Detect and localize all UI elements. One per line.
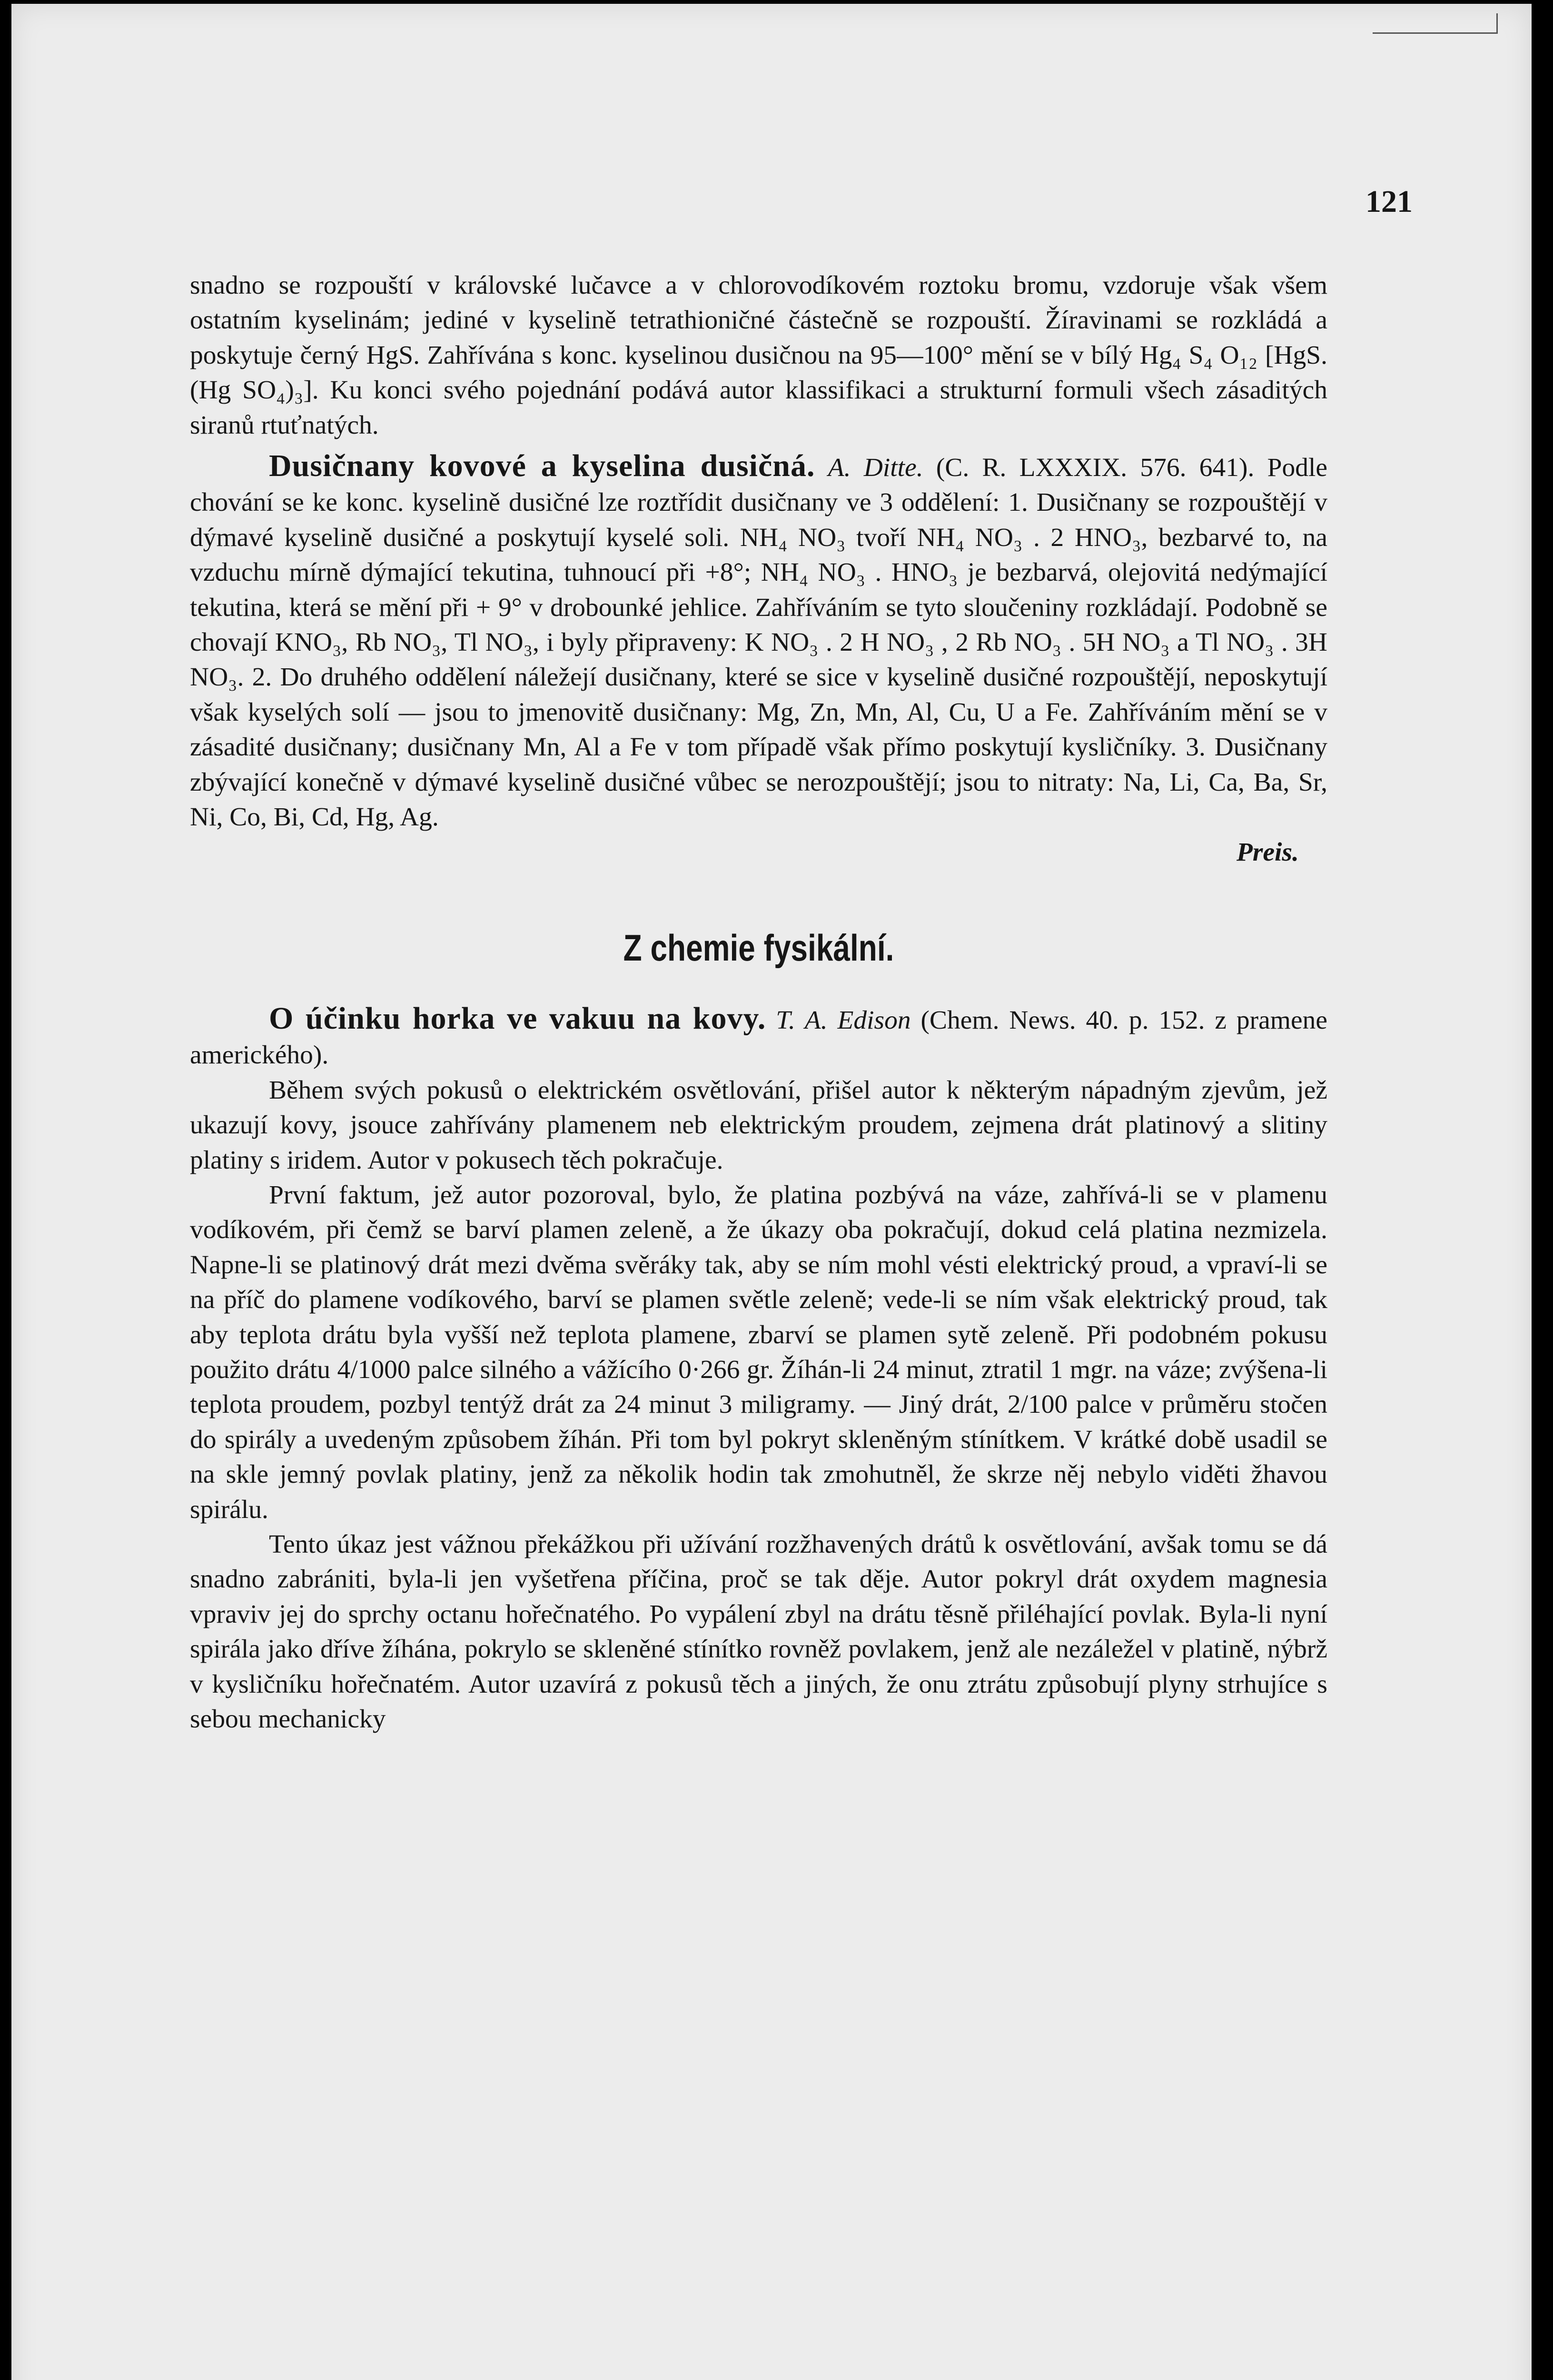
- section-heading: Z chemie fysikální.: [623, 926, 894, 969]
- dusicnany-body: Podle chování se ke konc. kyselině dusičné lze roztřídit dusičnany ve 3 oddělení: 1. Dusičnany se rozpouštějí v dýmavé kyselině dusičné a poskytují kyselé soli. NH₄ NO₃ tvoří NH₄ NO₃ . 2 HNO₃, bezbarvé to, na vzduchu mírně dýmající tekutina, tuhnoucí při +8°; NH₄ NO₃ . HNO₃ je bezbarvá, olejovitá nedýmající tekutina, která se mění při + 9° v drobounké jehlice. Zahříváním se tyto sloučeniny rozkládají. Podobně se chovají KNO₃, Rb NO₃, Tl NO₃, i byly připraveny: K NO₃ . 2 H NO₃ , 2 Rb NO₃ . 5H NO₃ a Tl NO₃ . 3H NO₃. 2. Do druhého oddělení náležejí dusičnany, které se sice v kyselině dusičné rozpouštějí, neposkytují však kyselých solí — jsou to jmenovitě dusičnany: Mg, Zn, Mn, Al, Cu, U a Fe. Zahříváním mění se v zásadité dusičnany; dusičnany Mn, Al a Fe v tom případě však přímo poskytují kysličníky. 3. Dusičnany zbývající konečně v dýmavé kyselině dusičné vůbec se nerozpouštějí; jsou to nitraty: Na, Li, Ca, Ba, Sr, Ni, Co, Bi, Cd, Hg, Ag.: [190, 453, 1327, 832]
- page-corner-mark: [1373, 13, 1498, 34]
- scanned-page: [11, 4, 1532, 2380]
- page-body: [190, 268, 1327, 1736]
- edison-paragraph-3: Tento úkaz jest vážnou překážkou při užívání rozžhavených drátů k osvětlování, avšak tomu se dá snadno zabrániti, byla-li jen vyšetřena příčina, proč se tak děje. Autor pokryl drát oxydem magnesia vpraviv jej do sprchy octanu hořečnatého. Po vypálení zbyl na drátu těsně přiléhající povlak. Byla-li nyní spirála jako dříve žíhána, pokrylo se skleněné stínítko rovněž povlakem, jenž ale nezáležel v platině, nýbrž v kysličníku hořečnatém. Autor uzavírá z pokusů těch a jiných, že onu ztrátu způsobují plyny strhujíce s sebou mechanicky: [190, 1530, 1327, 1734]
- intro-paragraph: snadno se rozpouští v královské lučavce a v chlorovodíkovém roztoku bromu, vzdoruje však všem ostatním kyselinám; jediné v kyselině tetrathioničné částečně se rozpouští. Žíravinami se rozkládá a poskytuje černý HgS. Zahřívána s konc. kyselinou dusičnou na 95—100° mění se v bílý Hg₄ S₄ O₁₂ [HgS. (Hg SO₄)₃]. Ku konci svého pojednání podává autor klassifikaci a strukturní formuli všech zásaditých siranů rtuťnatých.: [190, 271, 1327, 440]
- dusicnany-article: [190, 448, 1327, 834]
- edison-paragraph-1: Během svých pokusů o elektrickém osvětlování, přišel autor k některým nápadným zjevům, jež ukazují kovy, jsouce zahřívány plamenem neb elektrickým proudem, zejmena drát platinový a slitiny platiny s iridem. Autor v pokusech těch pokračuje.: [190, 1075, 1327, 1175]
- dusicnany-author: A. Ditte.: [828, 453, 923, 483]
- edison-paragraph-2: První faktum, jež autor pozoroval, bylo, že platina pozbývá na váze, zahřívá-li se v plamenu vodíkovém, při čemž se barví plamen zeleně, a že úkazy oba pokračují, dokud celá platina nezmizela. Napne-li se platinový drát mezi dvěma svěráky tak, aby se ním mohl vésti elektrický proud, a vpraví-li se na příč do plamene vodíkového, barví se plamen světle zeleně; vede-li se ním však elektrický proud, tak aby teplota drátu byla vyšší než teplota plamene, zbarví se plamen sytě zeleně. Při podobném pokusu použito drátu 4/1000 palce silného a vážícího 0·266 gr. Žíhán-li 24 minut, ztratil 1 mgr. na váze; zvýšena-li teplota proudem, pozbyl tentýž drát za 24 minut 3 miligramy. — Jiný drát, 2/100 palce v průměru stočen do spirály a uvedeným způsobem žíhán. Při tom byl pokryt skleněným stínítkem. V krátké době usadil se na skle jemný povlak platiny, jenž za několik hodin tak zmohutněl, že skrze něj nebylo viděti žhavou spirálu.: [190, 1180, 1327, 1524]
- edison-heading: [190, 1001, 1327, 1073]
- dusicnany-source: (C. R. LXXXIX. 576. 641).: [936, 453, 1255, 483]
- page-number: 121: [1365, 184, 1413, 219]
- edison-source: (Chem. News. 40. p. 152. z pramene amerického).: [190, 1005, 1327, 1070]
- edison-title: O účinku horka ve vakuu na kovy.: [269, 1001, 766, 1036]
- dusicnany-signature: Preis.: [1236, 837, 1299, 867]
- edison-author: T. A. Edison: [776, 1005, 911, 1035]
- dusicnany-title: Dusičnany kovové a kyselina dusičná.: [269, 448, 815, 484]
